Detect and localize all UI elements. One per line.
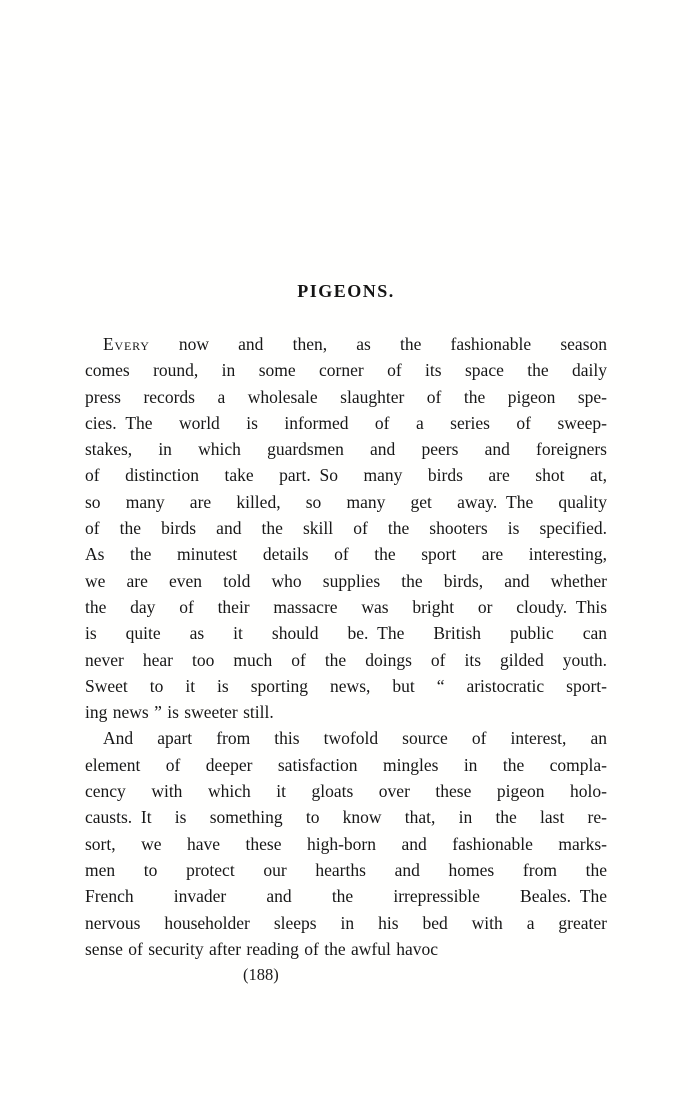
chapter-title: PIGEONS.	[297, 281, 395, 301]
text-line: nervous householder sleeps in his bed with a greater	[85, 912, 607, 933]
text-line: cies. The world is informed of a series of sweep-	[85, 412, 607, 433]
text-line: causts. It is something to know that, in the last re-	[85, 807, 607, 828]
text-line: As the minutest details of the sport are interesting,	[85, 544, 607, 565]
lead-word-smallcaps: Every	[103, 334, 150, 354]
text-line: element of deeper satisfaction mingles in the compla-	[85, 754, 607, 775]
text-line: ing news ” is sweeter still.	[85, 702, 274, 723]
text-line: of the birds and the skill of the shooters is specified.	[85, 518, 607, 539]
text-line: cency with which it gloats over these pigeon holo-	[85, 781, 607, 802]
text-line: And apart from this twofold source of interest, an	[103, 728, 607, 749]
text-line: Sweet to it is sporting news, but “ aristocratic sport-	[85, 675, 607, 696]
text-line: sort, we have these high-born and fashionable marks-	[85, 833, 607, 854]
text-line: stakes, in which guardsmen and peers and foreigners	[85, 439, 607, 460]
text-line: we are even told who supplies the birds, and whether	[85, 570, 607, 591]
text-line: is quite as it should be. The British public can	[85, 623, 607, 644]
text-line: Every now and then, as the fashionable season	[103, 334, 607, 354]
text-line: so many are killed, so many get away. The quality	[85, 491, 607, 512]
paragraph	[85, 725, 607, 962]
text-line: never hear too much of the doings of its gilded youth.	[85, 649, 607, 670]
paragraph	[85, 331, 607, 725]
text-block	[85, 281, 607, 988]
text-line: comes round, in some corner of its space the daily	[85, 360, 607, 381]
text-line: the day of their massacre was bright or cloudy. This	[85, 596, 607, 617]
text-body	[85, 331, 607, 962]
page-number: (188)	[243, 965, 279, 985]
text-line: of distinction take part. So many birds are shot at,	[85, 465, 607, 486]
text-line: sense of security after reading of the awful havoc	[85, 938, 438, 959]
text-line: men to protect our hearths and homes from the	[85, 859, 607, 880]
text-line: French invader and the irrepressible Beales. The	[85, 886, 607, 907]
text-line: press records a wholesale slaughter of the pigeon spe-	[85, 386, 607, 407]
